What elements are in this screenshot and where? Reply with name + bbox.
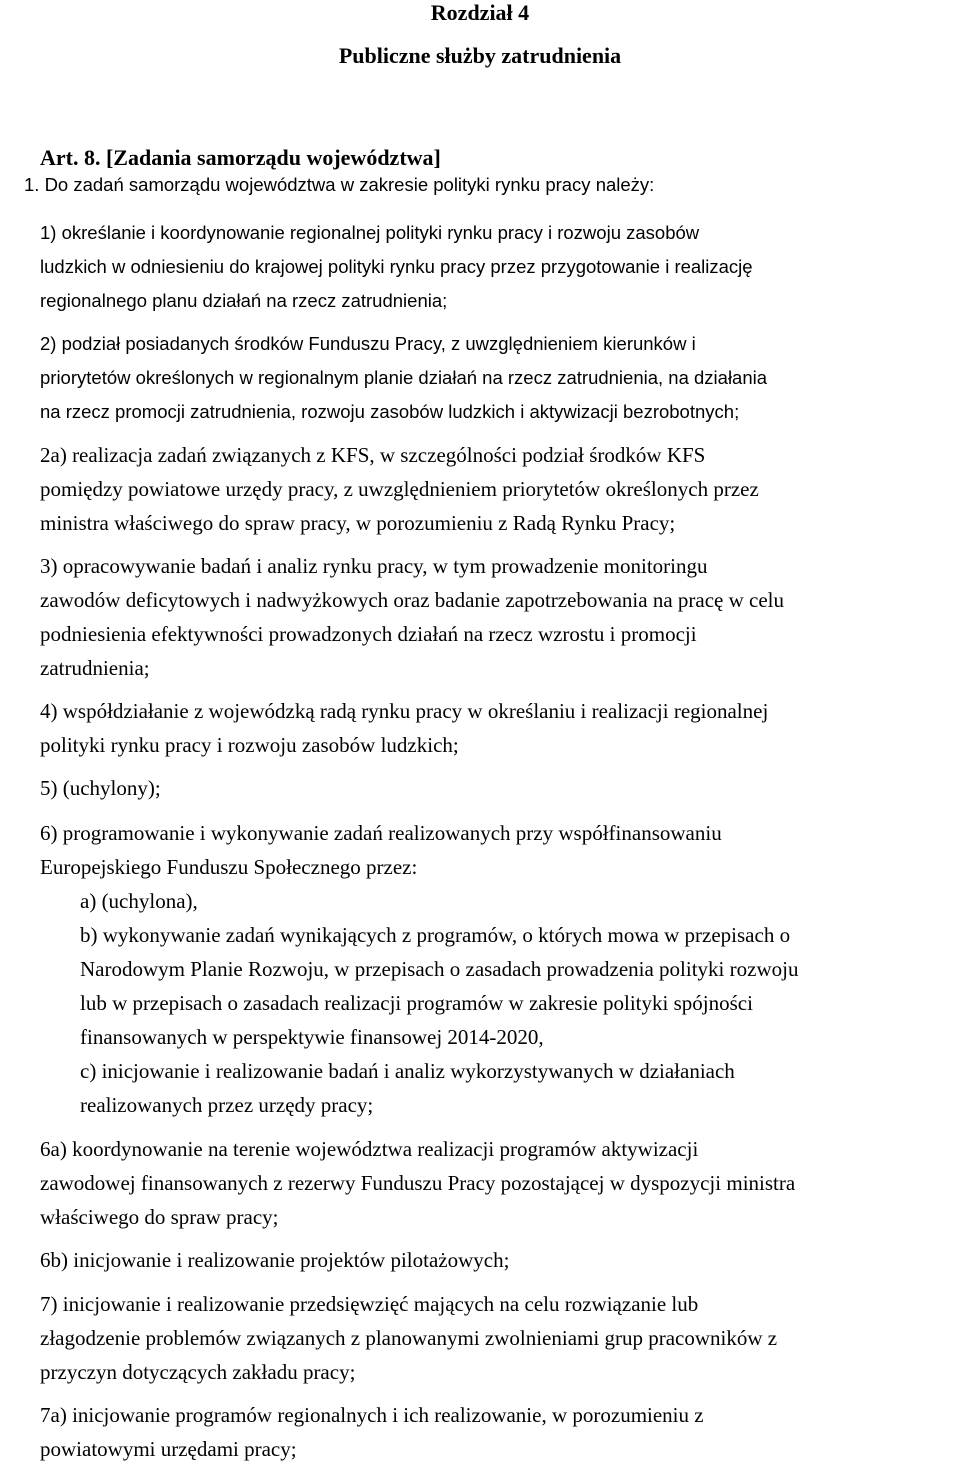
item-5: 5) (uchylony); [40,776,161,800]
item-7: 7) inicjowanie i realizowanie przedsięwzięć mających na celu rozwiązanie lub złagodzenie problemów związanych z planowanymi zwolnieniami grup pracowników z przyczyn dotyczących zakładu pracy; [40,1292,778,1384]
chapter-number: Rozdział 4 [430,0,530,25]
item-6b: 6b) inicjowanie i realizowanie projektów pilotażowych; [40,1248,510,1272]
item-7a: 7a) inicjowanie programów regionalnych i ich realizowanie, w porozumieniu z powiatowymi urzędami pracy; [40,1403,704,1461]
item-2: 2) podział posiadanych środków Funduszu Pracy, z uwzględnieniem kierunków i priorytetów określonych w regionalnym planie działań na rzecz zatrudnienia, na działania na rzecz promocji zatrudnienia, rozwoju zasobów ludzkich i aktywizacji bezrobotnych; [40,333,768,422]
item-6: 6) programowanie i wykonywanie zadań realizowanych przy współfinansowaniu Europejskiego Funduszu Społecznego przez: [40,821,722,879]
item-6-a: a) (uchylona), [80,889,198,913]
article-intro: 1. Do zadań samorządu województwa w zakresie polityki rynku pracy należy: [24,174,655,195]
item-4: 4) współdziałanie z wojewódzką radą rynku pracy w określaniu i realizacji regionalnej polityki rynku pracy i rozwoju zasobów ludzkich; [40,699,769,757]
item-6-b: b) wykonywanie zadań wynikających z programów, o których mowa w przepisach o Narodowym Planie Rozwoju, w przepisach o zasadach prowadzenia polityki rozwoju lub w przepisach o zasadach realizacji programów w zakresie polityki spójności finansowanych w perspektywie finansowej 2014-2020, [80,923,799,1049]
chapter-title: Publiczne służby zatrudnienia [338,43,622,68]
article-heading: Art. 8. [Zadania samorządu województwa] [40,145,441,170]
item-3: 3) opracowywanie badań i analiz rynku pracy, w tym prowadzenie monitoringu zawodów deficytowych i nadwyżkowych oraz badanie zapotrzebowania na pracę w celu podniesienia efektywności prowadzonych działań na rzecz wzrostu i promocji zatrudnienia; [40,554,784,680]
item-6-c: c) inicjowanie i realizowanie badań i analiz wykorzystywanych w działaniach realizowanych przez urzędy pracy; [80,1059,735,1117]
item-6a: 6a) koordynowanie na terenie województwa realizacji programów aktywizacji zawodowej finansowanych z rezerwy Funduszu Pracy pozostającej w dyspozycji ministra właściwego do spraw pracy; [40,1137,796,1229]
item-2a: 2a) realizacja zadań związanych z KFS, w szczególności podział środków KFS pomiędzy powiatowe urzędy pracy, z uwzględnieniem priorytetów określonych przez ministra właściwego do spraw pracy, w porozumieniu z Radą Rynku Pracy; [40,443,759,535]
item-1: 1) określanie i koordynowanie regionalnej polityki rynku pracy i rozwoju zasobów ludzkich w odniesieniu do krajowej polityki rynku pracy przez przygotowanie i realizację regionalnego planu działań na rzecz zatrudnienia; [40,222,753,311]
